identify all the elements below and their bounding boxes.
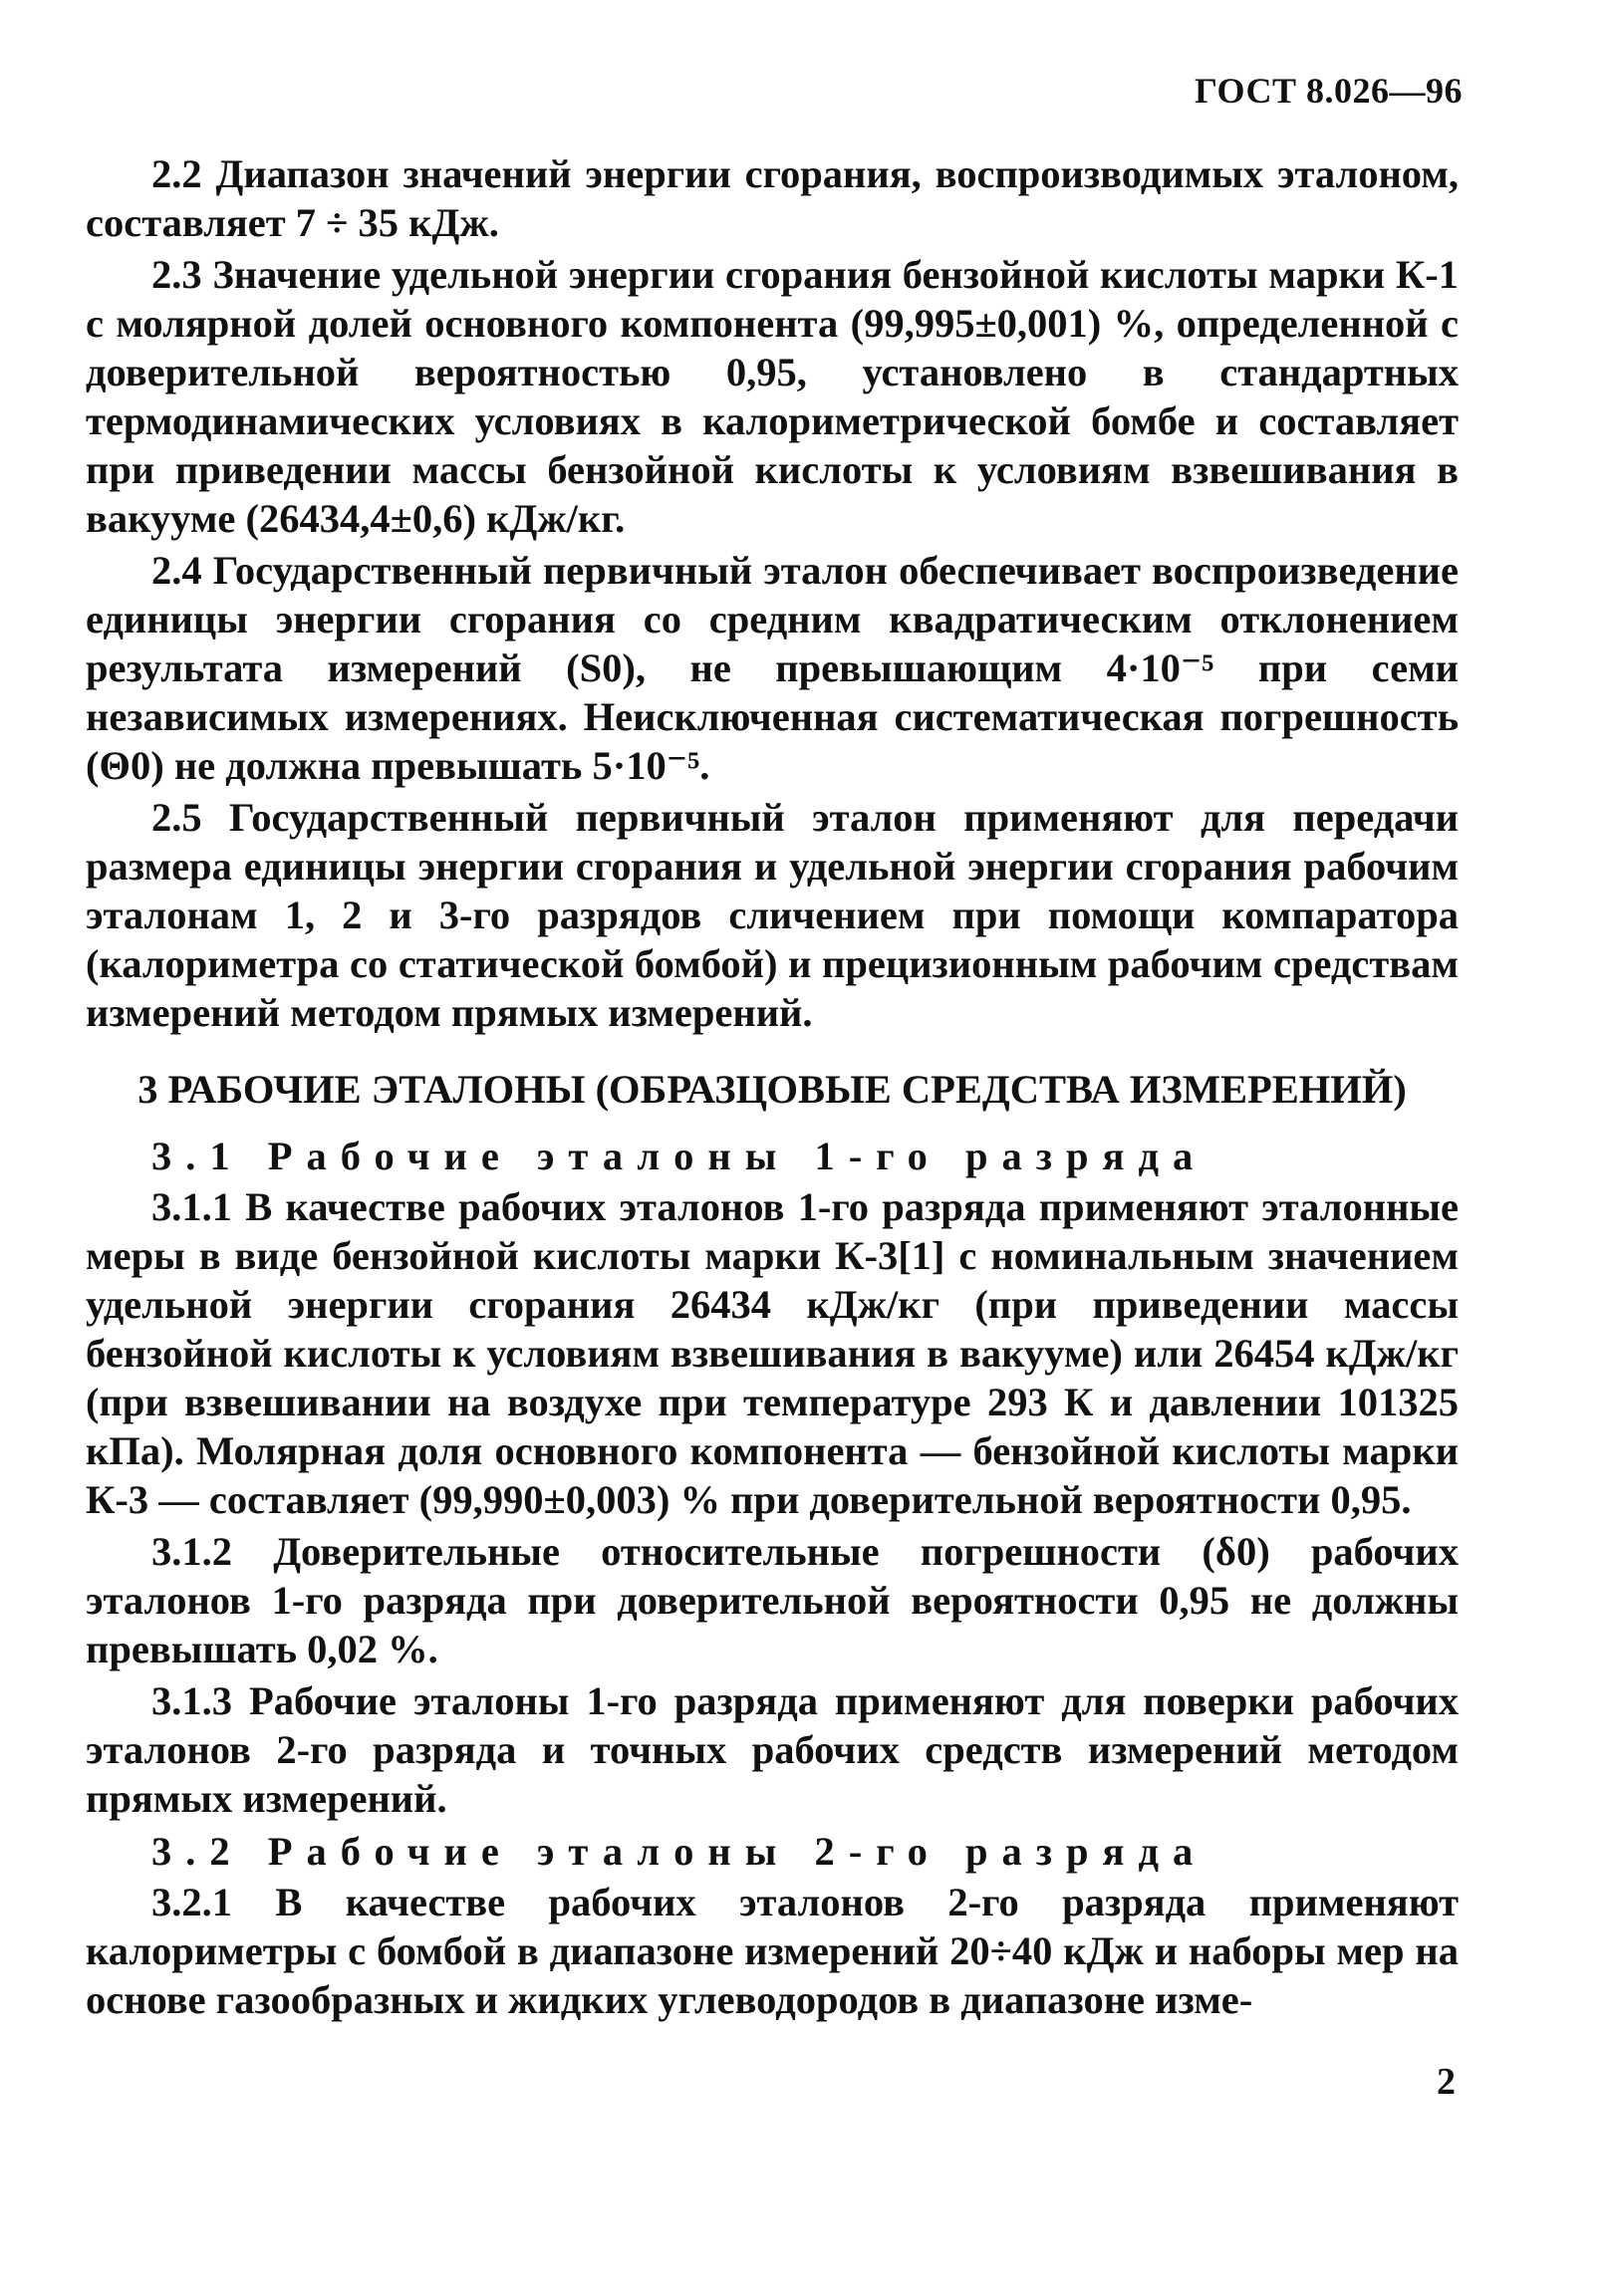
document-body xyxy=(86,149,1459,2027)
paragraph-3-1-2: 3.1.2 Доверительные относительные погрешности (δ0) рабочих эталонов 1-го разряда при доверительной вероятности 0,95 не должны превышать 0,02 %. xyxy=(86,1529,1459,1671)
page-number: 2 xyxy=(1437,2061,1456,2103)
subsection-heading-3-1: 3.1 Рабочие эталоны 1-го разряда xyxy=(151,1134,1208,1178)
paragraph-3-2-1: 3.2.1 В качестве рабочих эталонов 2-го разряда применяют калориметры с бомбой в диапазоне измерений 20÷40 кДж и наборы мер на основе газообразных и жидких углеводородов в диапазоне изме- xyxy=(86,1880,1459,2022)
paragraph-2-5: 2.5 Государственный первичный эталон применяют для передачи размера единицы энергии сгорания и удельной энергии сгорания рабочим эталонам 1, 2 и 3-го разрядов сличением при помощи компаратора (калориметра со статической бомбой) и прецизионным рабочим средствам измерений методом прямых измерений. xyxy=(86,795,1459,1035)
subsection-heading-3-2: 3.2 Рабочие эталоны 2-го разряда xyxy=(151,1829,1208,1874)
paragraph-2-4: 2.4 Государственный первичный эталон обеспечивает воспроизведение единицы энергии сгорания со средним квадратическим отклонением результата измерений (S0), не превышающим 4·10⁻⁵ при семи независимых измерениях. Неисключенная систематическая погрешность (Θ0) не должна превышать 5·10⁻⁵. xyxy=(86,548,1459,788)
paragraph-3-1-3: 3.1.3 Рабочие эталоны 1-го разряда применяют для поверки рабочих эталонов 2-го разряда и точных рабочих средств измерений методом прямых измерений. xyxy=(86,1678,1459,1821)
paragraph-3-1-1: 3.1.1 В качестве рабочих эталонов 1-го разряда применяют эталонные меры в виде бензойной кислоты марки К-3[1] с номинальным значением удельной энергии сгорания 26434 кДж/кг (при приведении массы бензойной кислоты к условиям взвешивания в вакууме) или 26454 кДж/кг (при взвешивании на воздухе при температуре 293 К и давлении 101325 кПа). Молярная доля основного компонента — бензойной кислоты марки К-3 — составляет (99,990±0,003) % при доверительной вероятности 0,95. xyxy=(86,1184,1459,1522)
section-title: 3 РАБОЧИЕ ЭТАЛОНЫ (ОБРАЗЦОВЫЕ СРЕДСТВА ИЗМЕРЕНИЙ) xyxy=(137,1067,1407,1112)
paragraph-2-3: 2.3 Значение удельной энергии сгорания бензойной кислоты марки К-1 с молярной долей основного компонента (99,995±0,001) %, определенной с доверительной вероятностью 0,95, установлено в стандартных термодинамических условиях в калориметрической бомбе и составляет при приведении массы бензойной кислоты к условиям взвешивания в вакууме (26434,4±0,6) кДж/кг. xyxy=(86,252,1459,541)
document-header: ГОСТ 8.026—96 xyxy=(1195,71,1463,111)
paragraph-2-2: 2.2 Диапазон значений энергии сгорания, воспроизводимых эталоном, составляет 7 ÷ 35 кДж. xyxy=(86,151,1459,245)
